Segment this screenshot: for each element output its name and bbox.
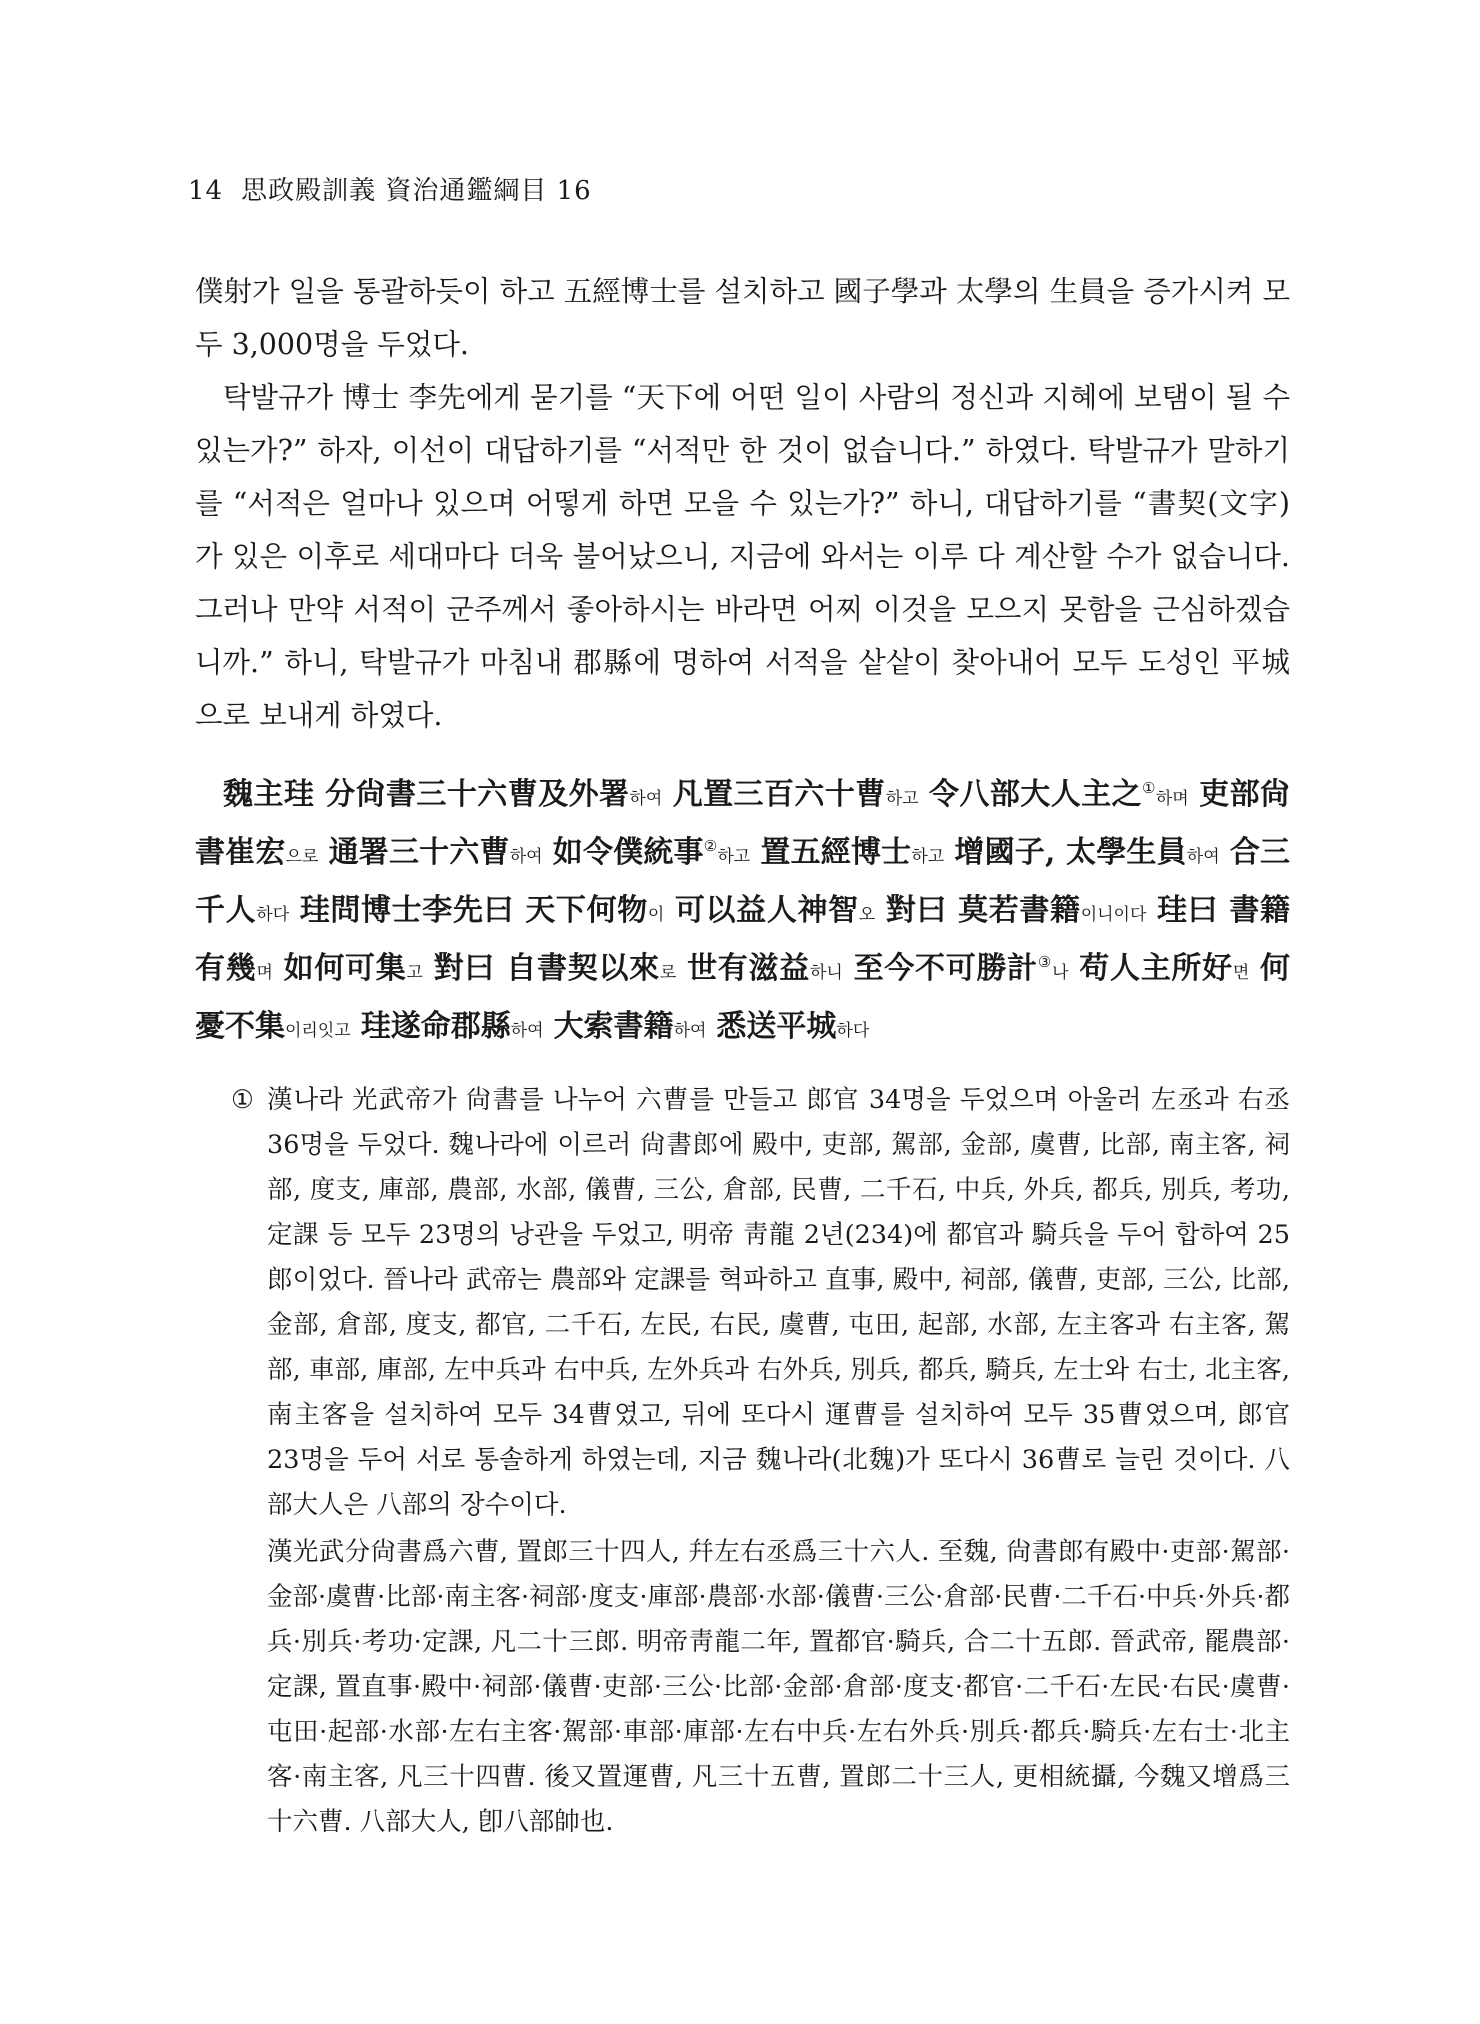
translation-paragraph-2: 탁발규가 博士 李先에게 묻기를 “天下에 어떤 일이 사람의 정신과 지혜에 보탬이 될 수 있는가?” 하자, 이선이 대답하기를 “서적만 한 것이 없습니다.” 하였다. 탁발규가 말하기를 “서적은 얼마나 있으며 어떻게 하면 모을 수 있는가?” 하니, 대답하기를 “書契(文字)가 있은 이후로 세대마다 더욱 불어났으니, 지금에 와서는 이루 다 계산할 수가 없습니다. 그러나 만약 서적이 군주께서 좋아하시는 바라면 어찌 이것을 모으지 못함을 근심하겠습니까.” 하니, 탁발규가 마침내 郡縣에 명하여 서적을 샅샅이 찾아내어 모두 도성인 平城으로 보내게 하였다. (195, 381, 1290, 732)
orig-segment: 至今不可勝計③나 (852, 951, 1069, 986)
note-ref-3: ③ (1037, 953, 1053, 971)
toe-suffix: 고 (406, 963, 423, 983)
orig-segment: 對曰 莫若書籍이니이다 (885, 893, 1147, 928)
toe-suffix: 나 (1052, 963, 1069, 983)
footnote-1-hanmun: 漢光武分尙書爲六曹, 置郎三十四人, 幷左右丞爲三十六人. 至魏, 尙書郎有殿中·吏部·駕部·金部·虞曹·比部·南主客·祠部·度支·庫部·農部·水部·儀曹·三公·倉部·民曹·二千石·中兵·外兵·都兵·別兵·考功·定課, 凡二十三郎. 明帝靑龍二年, 置都官·騎兵, 合二十五郎. 晉武帝, 罷農部·定課, 置直事·殿中·祠部·儀曹·吏部·三公·比部·金部·倉部·度支·都官·二千石·左民·右民·虞曹·屯田·起部·水部·左右主客·駕部·車部·庫部·左右中兵·左右外兵·別兵·都兵·騎兵·左右士·北主客·南主客, 凡三十四曹. 後又置運曹, 凡三十五曹, 置郎二十三人, 更相統攝, 今魏又增爲三十六曹. 八部大人, 卽八部帥也. (267, 1537, 1290, 1837)
toe-suffix: 하여 (673, 1021, 707, 1041)
orig-segment: 可以益人神智오 (674, 893, 876, 928)
orig-segment: 悉送平城하다 (716, 1009, 870, 1044)
book-title: 思政殿訓義 資治通鑑綱目 16 (241, 176, 592, 206)
toe-suffix: 하고 (717, 847, 751, 867)
original-text (195, 768, 1290, 1058)
toe-suffix: 이니이다 (1080, 905, 1147, 925)
orig-segment: 珪遂命郡縣하여 (360, 1009, 544, 1044)
toe-suffix: 하다 (836, 1021, 870, 1041)
footnote-1-korean (231, 1078, 1290, 1528)
toe-suffix: 로 (659, 963, 677, 983)
orig-segment: 珪曰 書籍有幾며 (195, 893, 1291, 986)
note-ref-1: ① (1141, 779, 1156, 797)
toe-suffix: 하며 (1155, 789, 1189, 809)
orig-segment: 苟人主所好면 (1078, 951, 1250, 986)
orig-segment: 何憂不集이리잇고 (195, 951, 1291, 1044)
orig-segment: 置五經博士하고 (760, 835, 945, 870)
toe-suffix: 하고 (911, 847, 945, 867)
orig-segment: 世有滋益하니 (686, 951, 843, 986)
orig-segment: 令八部大人主之①하며 (928, 777, 1189, 812)
orig-segment: 對曰 自書契以來로 (432, 951, 677, 986)
orig-segment: 增國子, 太學生員하여 (954, 835, 1220, 870)
toe-suffix: 하여 (1186, 847, 1220, 867)
toe-suffix: 하다 (256, 905, 290, 925)
orig-segment: 如令僕統事②하고 (552, 835, 751, 870)
orig-segment: 凡置三百六十曹하고 (672, 777, 919, 812)
toe-suffix: 며 (256, 963, 273, 983)
orig-segment: 大索書籍하여 (553, 1009, 707, 1044)
running-header (188, 170, 592, 207)
orig-segment: 通署三十六曹하여 (328, 835, 543, 870)
toe-suffix: 으로 (285, 847, 319, 867)
toe-suffix: 오 (858, 905, 876, 925)
note-ref-2: ② (703, 837, 718, 855)
toe-suffix: 이리잇고 (285, 1021, 351, 1041)
toe-suffix: 하여 (510, 1021, 544, 1041)
footnote-text: 漢나라 光武帝가 尙書를 나누어 六曹를 만들고 郎官 34명을 두었으며 아울러 左丞과 右丞 36명을 두었다. 魏나라에 이르러 尙書郎에 殿中, 吏部, 駕部, 金部, 虞曹, 比部, 南主客, 祠部, 度支, 庫部, 農部, 水部, 儀曹, 三公, 倉部, 民曹, 二千石, 中兵, 外兵, 都兵, 別兵, 考功, 定課 등 모두 23명의 낭관을 두었고, 明帝 靑龍 2년(234)에 都官과 騎兵을 두어 합하여 25郎이었다. 晉나라 武帝는 農部와 定課를 혁파하고 直事, 殿中, 祠部, 儀曹, 吏部, 三公, 比部, 金部, 倉部, 度支, 都官, 二千石, 左民, 右民, 虞曹, 屯田, 起部, 水部, 左主客과 右主客, 駕部, 車部, 庫部, 左中兵과 右中兵, 左外兵과 右外兵, 別兵, 都兵, 騎兵, 左士와 右士, 北主客, 南主客을 설치하여 모두 34曹였고, 뒤에 또다시 運曹를 설치하여 모두 35曹였으며, 郎官 23명을 두어 서로 통솔하게 하였는데, 지금 魏나라(北魏)가 또다시 36曹로 늘린 것이다. 八部大人은 八部의 장수이다. (267, 1085, 1290, 1520)
korean-translation (195, 265, 1290, 742)
orig-segment: 合三千人하다 (195, 835, 1291, 928)
footnote-marker: ① (231, 1085, 254, 1115)
page-body (195, 265, 1290, 1845)
toe-suffix: 하니 (809, 963, 843, 983)
page-number: 14 (188, 176, 224, 206)
toe-suffix: 하여 (509, 847, 543, 867)
orig-segment: 吏部尙書崔宏으로 (195, 777, 1290, 870)
orig-segment: 珪問博士李先曰 天下何物이 (299, 893, 665, 928)
footnotes (195, 1078, 1290, 1845)
toe-suffix: 이 (647, 905, 665, 925)
orig-segment: 如何可集고 (282, 951, 423, 986)
translation-paragraph-1: 僕射가 일을 통괄하듯이 하고 五經博士를 설치하고 國子學과 太學의 生員을 증가시켜 모두 3,000명을 두었다. (195, 275, 1290, 361)
toe-suffix: 하고 (885, 789, 919, 809)
orig-segment: 魏主珪 分尙書三十六曹及外署하여 (223, 777, 663, 812)
toe-suffix: 면 (1232, 963, 1250, 983)
toe-suffix: 하여 (629, 789, 663, 809)
